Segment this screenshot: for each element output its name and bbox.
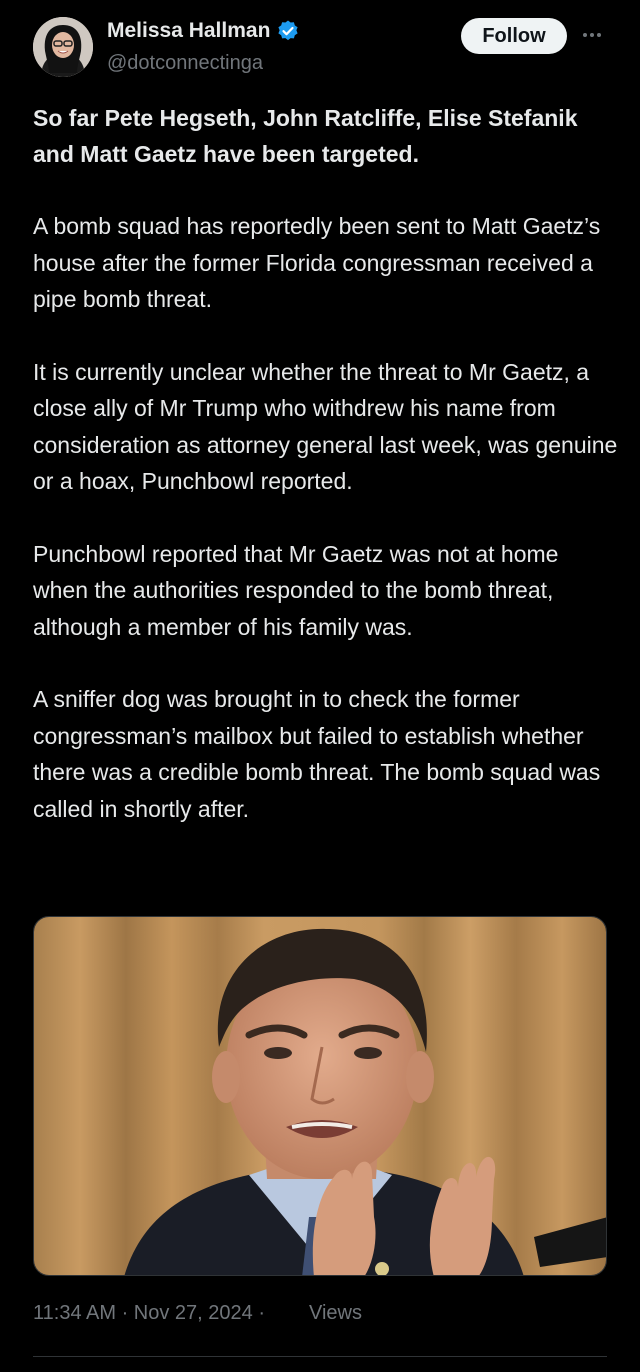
tweet-media[interactable] <box>33 916 607 1276</box>
tweet-meta <box>33 1302 362 1325</box>
tweet-paragraph: Punchbowl reported that Mr Gaetz was not at home when the authorities responded to the bomb threat, although a member of his family was. <box>33 540 559 640</box>
tweet-paragraph: A sniffer dog was brought in to check the former congressman’s mailbox but failed to establish whether there was a credible bomb threat. The bomb squad was called in shortly after. <box>33 686 601 822</box>
profile-photo-icon <box>33 17 93 77</box>
tweet-timestamp[interactable]: 11:34 AM · Nov 27, 2024 · <box>33 1302 265 1324</box>
tweet-text <box>33 100 618 827</box>
author-display-name[interactable]: Melissa Hallman <box>107 19 271 42</box>
ellipsis-icon[interactable] <box>580 25 604 45</box>
author-name-row[interactable] <box>107 19 300 43</box>
verified-badge-icon <box>276 19 300 43</box>
author-handle[interactable]: @dotconnectinga <box>107 52 263 74</box>
tweet-headline: So far Pete Hegseth, John Ratcliffe, Elise Stefanik and Matt Gaetz have been targeted. <box>33 105 578 167</box>
views-label[interactable]: Views <box>308 1302 362 1324</box>
tweet-paragraph: A bomb squad has reportedly been sent to Matt Gaetz’s house after the former Florida congressman received a pipe bomb threat. <box>33 213 601 312</box>
avatar[interactable] <box>33 17 93 77</box>
tweet-paragraph: It is currently unclear whether the threat to Mr Gaetz, a close ally of Mr Trump who withdrew his name from consideration as attorney general last week, was genuine or a hoax, Punchbowl reported. <box>33 358 618 494</box>
man-speaking-photo-icon <box>34 917 607 1276</box>
follow-button[interactable]: Follow <box>461 18 567 54</box>
divider <box>33 1356 607 1357</box>
